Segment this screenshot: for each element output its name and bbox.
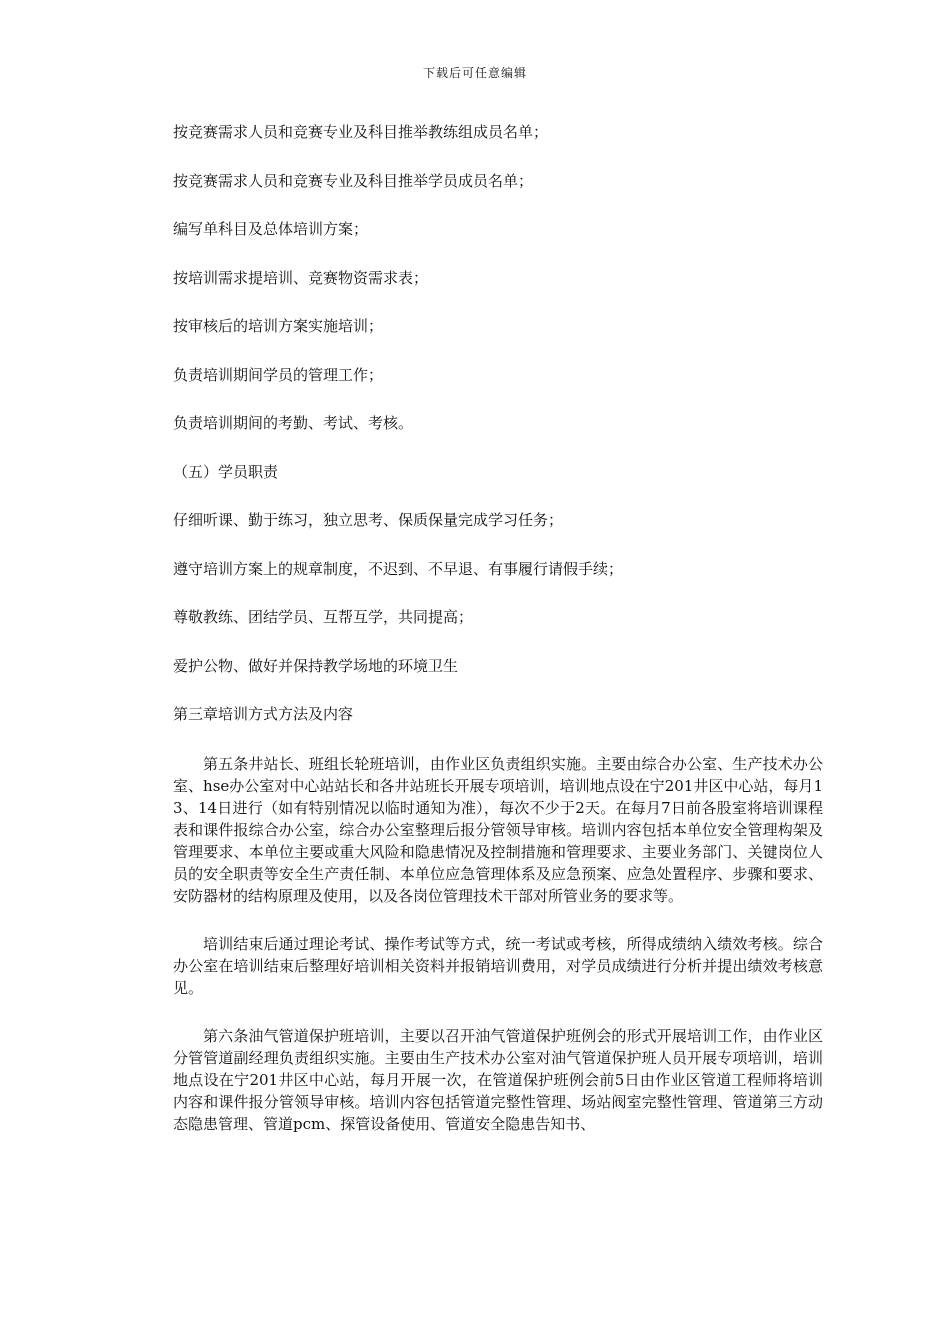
paragraph-article-5: 第五条井站长、班组长轮班培训，由作业区负责组织实施。主要由综合办公室、生产技术办公室、hse办公室对中心站站长和各井站班长开展专项培训，培训地点设在宁201井区中心站，每月13、14日进行（如有特别情况以临时通知为准），每次不少于2天。在每月7日前各股室将培训课程表和课件报综合办公室，综合办公室整理后报分管领导审核。培训内容包括本单位安全管理构架及管理要求、本单位主要或重大风险和隐患情况及控制措施和管理要求、主要业务部门、关键岗位人员的安全职责等安全生产责任制、本单位应急管理体系及应急预案、应急处置程序、步骤和要求、安防器材的结构原理及使用，以及各岗位管理技术干部对所管业务的要求等。: [173, 754, 823, 905]
paragraph-assessment: 培训结束后通过理论考试、操作考试等方式，统一考试或考核，所得成绩纳入绩效考核。综合办公室在培训结束后整理好培训相关资料并报销培训费用，对学员成绩进行分析并提出绩效考核意见。: [173, 934, 823, 997]
text-line: 按审核后的培训方案实施培训；: [173, 317, 384, 335]
page-header: 下载后可任意编辑: [422, 66, 527, 80]
section-heading: （五）学员职责: [173, 462, 279, 481]
text-line: 按培训需求提培训、竞赛物资需求表；: [173, 268, 429, 287]
text-line: 编写单科目及总体培训方案；: [173, 220, 369, 238]
text-line: 仔细听课、勤于练习，独立思考、保质保量完成学习任务；: [173, 511, 564, 529]
chapter-heading: 第三章培训方式方法及内容: [173, 705, 354, 723]
text-line: 尊敬教练、团结学员、互帮互学，共同提高；: [173, 608, 474, 626]
text-line: 按竞赛需求人员和竞赛专业及科目推举教练组成员名单；: [173, 123, 549, 141]
text-line: 遵守培训方案上的规章制度，不迟到、不早退、有事履行请假手续；: [173, 559, 624, 578]
text-line: 负责培训期间学员的管理工作；: [173, 365, 384, 384]
text-line: 负责培训期间的考勤、考试、考核。: [173, 414, 414, 432]
text-line: 爱护公物、做好并保持教学场地的环境卫生: [173, 656, 459, 675]
paragraph-article-6: 第六条油气管道保护班培训，主要以召开油气管道保护班例会的形式开展培训工作，由作业区分管管道副经理负责组织实施。主要由生产技术办公室对油气管道保护班人员开展专项培训，培训地点设在宁201井区中心站，每月开展一次，在管道保护班例会前5日由作业区管道工程师将培训内容和课件报分管领导审核。培训内容包括管道完整性管理、场站阀室完整性管理、管道第三方动态隐患管理、管道pcm、探管设备使用、管道安全隐患告知书、: [173, 1026, 823, 1133]
document-body: [173, 122, 823, 1161]
text-line: 按竞赛需求人员和竞赛专业及科目推举学员成员名单；: [173, 171, 534, 190]
